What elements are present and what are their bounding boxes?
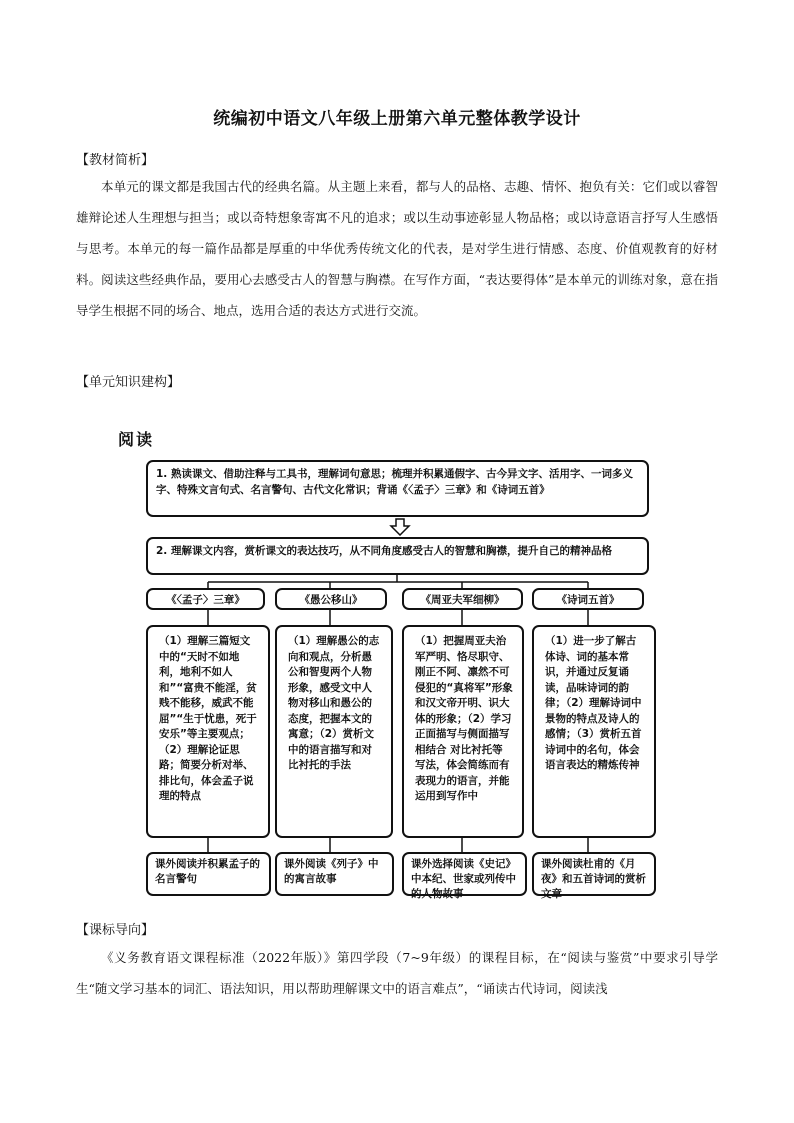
column-heading-poems: 《诗词五首》	[532, 588, 644, 610]
section-heading-textbook: 【教材简析】	[76, 153, 155, 168]
column-extension-poems: 课外阅读杜甫的《月夜》和五首诗词的赏析文章	[532, 852, 656, 896]
column-body-poems: （1）进一步了解古体诗、词的基本常识，并通过反复诵读，品味诗词的韵律；（2）理解诗词中景物的特点及诗人的感情；（3）赏析五首诗词中的名句，体会语言表达的精炼传神	[532, 625, 656, 838]
goal-box-1: 1. 熟读课文、借助注释与工具书，理解词句意思；梳理并积累通假字、古今异文字、活用字、一词多义字、特殊文言句式、名言警句、古代文化常识；背诵《〈孟子〉三章》和《诗词五首》	[146, 460, 649, 517]
textbook-paragraph: 本单元的课文都是我国古代的经典名篇。从主题上来看，都与人的品格、志趣、情怀、抱负有关：它们或以睿智雄辩论述人生理想与担当；或以奇特想象寄寓不凡的追求；或以生动事迹彰显人物品格；或以诗意语言抒写人生感悟与思考。本单元的每一篇作品都是厚重的中华优秀传统文化的代表，是对学生进行情感、态度、价值观教育的好材料。阅读这些经典作品，要用心去感受古人的智慧与胸襟。在写作方面，“表达要得体”是本单元的训练对象，意在指导学生根据不同的场合、地点，选用合适的表达方式进行交流。	[76, 179, 718, 318]
column-heading-zhouyafu: 《周亚夫军细柳》	[402, 588, 523, 610]
section-heading-curriculum: 【课标导向】	[76, 923, 155, 938]
curriculum-paragraph: 《义务教育语文课程标准（2022年版）》第四学段（7~9年级）的课程目标，在“阅读与鉴赏”中要求引导学生“随文学习基本的词汇、语法知识，用以帮助理解课文中的语言难点”，“诵读古代诗词，阅读浅	[76, 950, 718, 996]
diagram-label: 阅读	[118, 430, 155, 449]
column-extension-zhouyafu: 课外选择阅读《史记》中本纪、世家或列传中的人物故事	[402, 852, 527, 896]
column-extension-mencius: 课外阅读并积累孟子的名言警句	[146, 852, 271, 896]
section-heading-unit: 【单元知识建构】	[76, 375, 181, 390]
goal-box-2: 2. 理解课文内容，赏析课文的表达技巧，从不同角度感受古人的智慧和胸襟，提升自己的精神品格	[146, 537, 649, 575]
column-body-zhouyafu: （1）把握周亚夫治军严明、恪尽职守、刚正不阿、凛然不可侵犯的“真将军”形象和汉文帝开明、识大体的形象；（2）学习正面描写与侧面描写相结合 对比衬托等写法，体会简练而有表现力的语言，并能运用到写作中	[402, 625, 524, 838]
column-body-mencius: （1）理解三篇短文中的“天时不如地利，地利不如人和”“富贵不能淫，贫贱不能移，威武不能屈”“生于忧患，死于安乐”等主要观点；（2）理解论证思路；简要分析对举、排比句，体会孟子说理的特点	[146, 625, 270, 838]
column-heading-mencius: 《〈孟子〉三章》	[146, 588, 265, 610]
page-title: 统编初中语文八年级上册第六单元整体教学设计	[213, 109, 581, 129]
column-extension-yugong: 课外阅读《列子》中的寓言故事	[275, 852, 394, 896]
column-body-yugong: （1）理解愚公的志向和观点，分析愚公和智叟两个人物形象，感受文中人物对移山和愚公的态度，把握本文的寓意；（2）赏析文中的语言描写和对比衬托的手法	[275, 625, 393, 838]
column-heading-yugong: 《愚公移山》	[275, 588, 387, 610]
